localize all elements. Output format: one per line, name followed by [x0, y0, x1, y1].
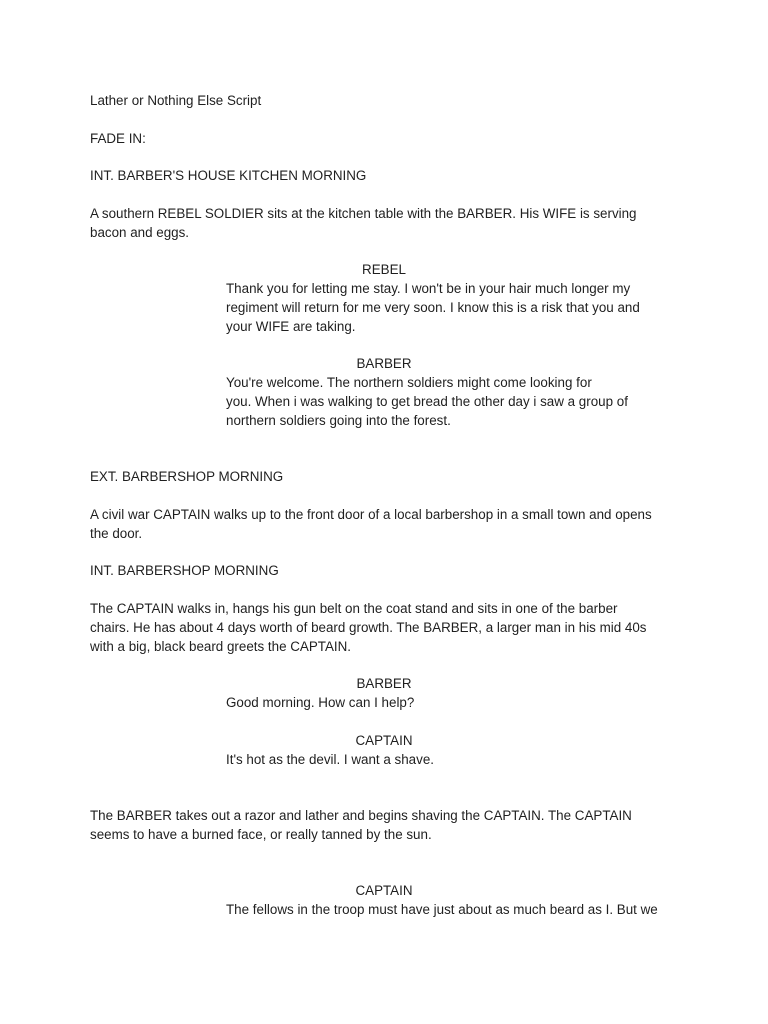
transition-fade-in: FADE IN: — [90, 131, 146, 146]
dialogue-line: It's hot as the devil. I want a shave. — [226, 752, 434, 767]
action-line: A civil war CAPTAIN walks up to the front door of a local barbershop in a small town and opens — [90, 507, 652, 522]
dialogue-line: The fellows in the troop must have just about as much beard as I. But we — [226, 902, 658, 917]
action-line: The CAPTAIN walks in, hangs his gun belt on the coat stand and sits in one of the barber — [90, 601, 618, 616]
character-name: BARBER — [356, 676, 412, 691]
dialogue-line: you. When i was walking to get bread the other day i saw a group of — [226, 394, 628, 409]
action-line: the door. — [90, 526, 143, 541]
character-name: CAPTAIN — [355, 883, 413, 898]
action-line: A southern REBEL SOLDIER sits at the kitchen table with the BARBER. His WIFE is serving — [90, 206, 637, 221]
action-line: chairs. He has about 4 days worth of beard growth. The BARBER, a larger man in his mid 40s — [90, 620, 647, 635]
scene-heading: INT. BARBERSHOP MORNING — [90, 563, 279, 578]
dialogue-line: your WIFE are taking. — [226, 319, 356, 334]
dialogue-line: Good morning. How can I help? — [226, 695, 415, 710]
character-name: BARBER — [356, 356, 412, 371]
character-name: REBEL — [362, 262, 406, 277]
dialogue-line: Thank you for letting me stay. I won't be in your hair much longer my — [226, 281, 631, 296]
character-name: CAPTAIN — [355, 733, 413, 748]
action-line: bacon and eggs. — [90, 225, 190, 240]
action-line: seems to have a burned face, or really tanned by the sun. — [90, 827, 432, 842]
script-title: Lather or Nothing Else Script — [90, 93, 262, 108]
dialogue-line: regiment will return for me very soon. I know this is a risk that you and — [226, 300, 640, 315]
action-line: The BARBER takes out a razor and lather and begins shaving the CAPTAIN. The CAPTAIN — [90, 808, 632, 823]
action-line: with a big, black beard greets the CAPTAIN. — [90, 639, 351, 654]
dialogue-line: You're welcome. The northern soldiers might come looking for — [226, 375, 592, 390]
scene-heading: INT. BARBER'S HOUSE KITCHEN MORNING — [90, 168, 367, 183]
scene-heading: EXT. BARBERSHOP MORNING — [90, 469, 284, 484]
dialogue-line: northern soldiers going into the forest. — [226, 413, 451, 428]
